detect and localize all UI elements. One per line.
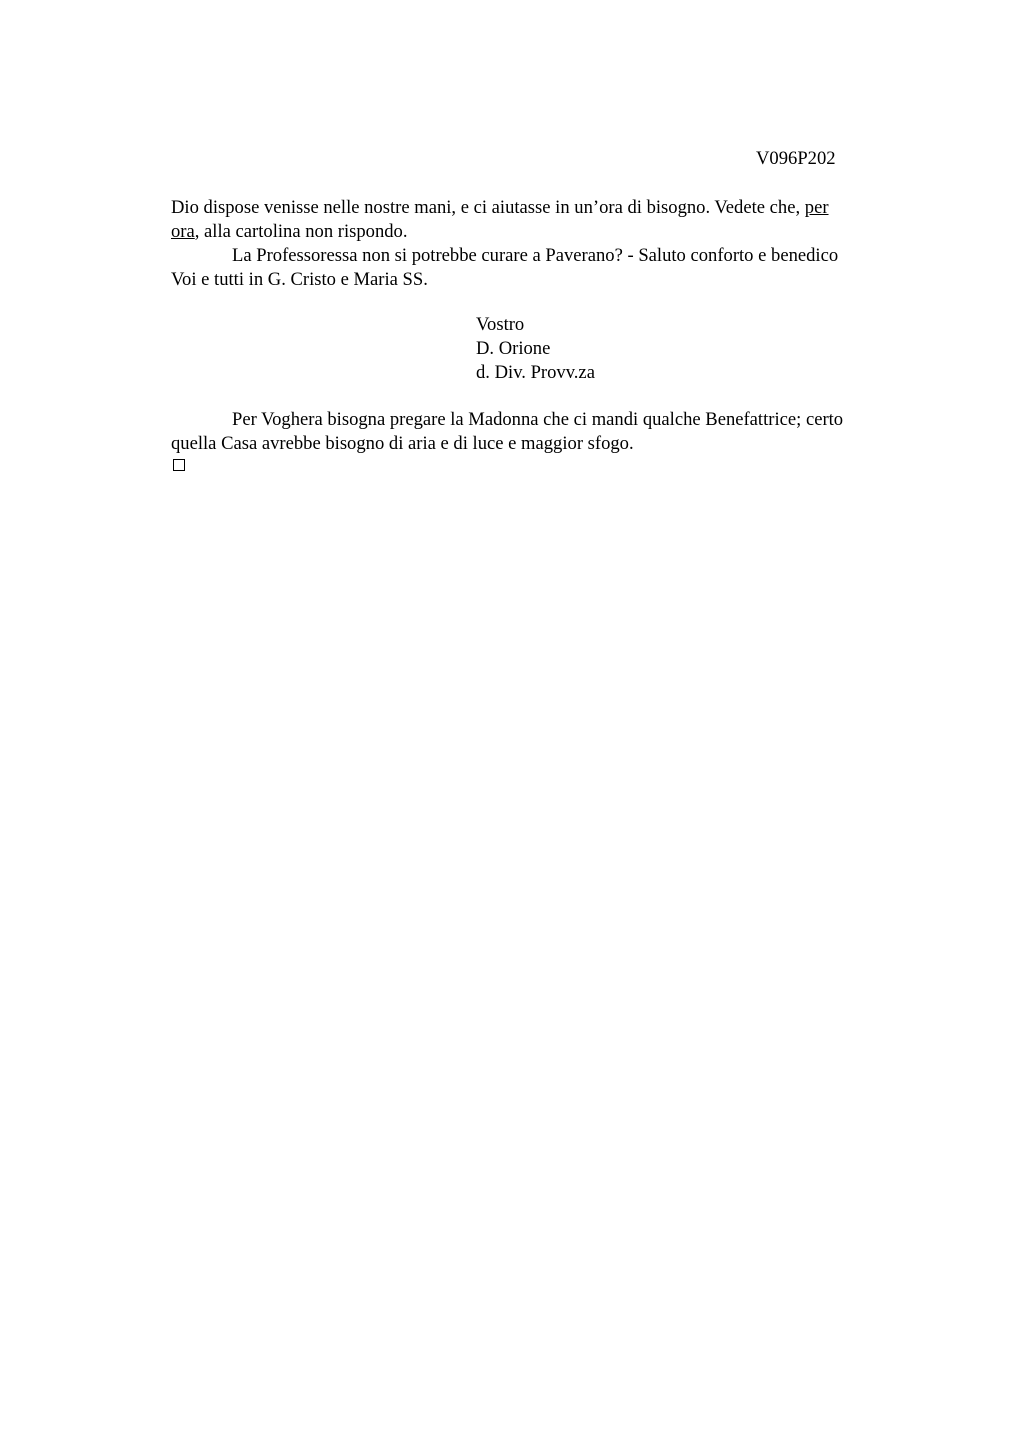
signature-block xyxy=(476,313,595,385)
paragraph-1-line-2 xyxy=(171,220,915,244)
end-of-document-box-icon xyxy=(173,459,185,471)
paragraph-2-line-2: Voi e tutti in G. Cristo e Maria SS. xyxy=(171,269,428,290)
postscript-line-2: quella Casa avrebbe bisogno di aria e di luce e maggior sfogo. xyxy=(171,433,634,454)
underlined-text-ora: ora xyxy=(171,221,195,242)
signature-name: D. Orione xyxy=(476,338,551,359)
postscript-line-1: Per Voghera bisogna pregare la Madonna che ci mandi qualche Benefattrice; certo xyxy=(232,409,844,430)
paragraph-2-line-1: La Professoressa non si potrebbe curare a Paverano? - Saluto conforto e benedico xyxy=(232,245,839,266)
signature-title: d. Div. Provv.za xyxy=(476,362,595,383)
letter-body xyxy=(171,196,915,292)
underlined-text-per: per xyxy=(804,197,829,218)
paragraph-1-line-1 xyxy=(171,196,915,220)
paragraph-1-text: Dio dispose venisse nelle nostre mani, e ci aiutasse in un’ora di bisogno. Vedete che, xyxy=(171,197,805,218)
paragraph-1-text-end: , alla cartolina non rispondo. xyxy=(194,221,408,242)
postscript xyxy=(171,408,921,456)
document-reference-code: V096P202 xyxy=(756,148,836,169)
signature-closing: Vostro xyxy=(476,314,525,335)
